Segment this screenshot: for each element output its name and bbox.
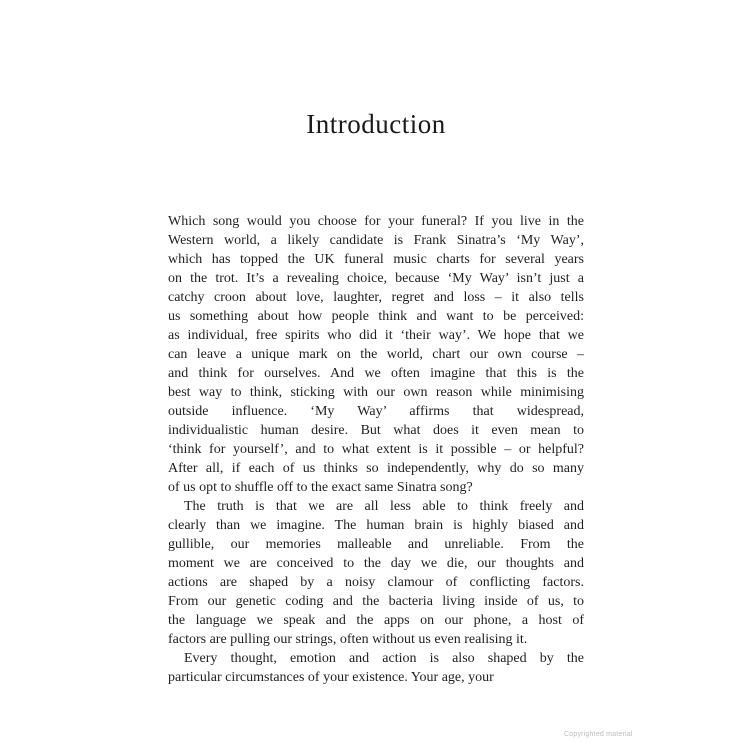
text-line: can leave a unique mark on the world, chart our own course – <box>168 347 584 362</box>
text-line: Every thought, emotion and action is also shaped by the <box>184 651 584 666</box>
paragraph <box>168 212 584 497</box>
text-line: individualistic human desire. But what does it even mean to <box>168 423 584 438</box>
text-line: catchy croon about love, laughter, regret and loss – it also tells <box>168 290 584 305</box>
text-line: as individual, free spirits who did it ‘their way’. We hope that we <box>168 328 584 343</box>
text-line: us something about how people think and want to be perceived: <box>168 309 584 324</box>
text-line: clearly than we imagine. The human brain is highly biased and <box>168 518 584 533</box>
text-line: Western world, a likely candidate is Frank Sinatra’s ‘My Way’, <box>168 233 584 248</box>
text-line: The truth is that we are all less able to think freely and <box>184 499 584 514</box>
text-line: outside influence. ‘My Way’ affirms that widespread, <box>168 404 584 419</box>
text-line: ‘think for yourself’, and to what extent is it possible – or helpful? <box>168 442 584 457</box>
text-line: particular circumstances of your existence. Your age, your <box>168 670 494 685</box>
text-line: the language we speak and the apps on our phone, a host of <box>168 613 584 628</box>
text-line: and think for ourselves. And we often imagine that this is the <box>168 366 584 381</box>
text-line: factors are pulling our strings, often without us even realising it. <box>168 632 528 647</box>
paragraph <box>168 497 584 649</box>
text-line: on the trot. It’s a revealing choice, because ‘My Way’ isn’t just a <box>168 271 584 286</box>
paragraph <box>168 649 584 687</box>
body-text <box>168 212 584 687</box>
text-line: Which song would you choose for your funeral? If you live in the <box>168 214 584 229</box>
copyright-note: Copyrighted material <box>564 731 633 738</box>
chapter-title: Introduction <box>306 109 446 139</box>
text-line: From our genetic coding and the bacteria living inside of us, to <box>168 594 584 609</box>
text-line: gullible, our memories malleable and unreliable. From the <box>168 537 584 552</box>
text-line: actions are shaped by a noisy clamour of conflicting factors. <box>168 575 584 590</box>
text-line: moment we are conceived to the day we die, our thoughts and <box>168 556 584 571</box>
text-line: of us opt to shuffle off to the exact same Sinatra song? <box>168 480 473 495</box>
text-line: best way to think, sticking with our own reason while minimising <box>168 385 584 400</box>
text-line: which has topped the UK funeral music charts for several years <box>168 252 584 267</box>
text-line: After all, if each of us thinks so independently, why do so many <box>168 461 584 476</box>
